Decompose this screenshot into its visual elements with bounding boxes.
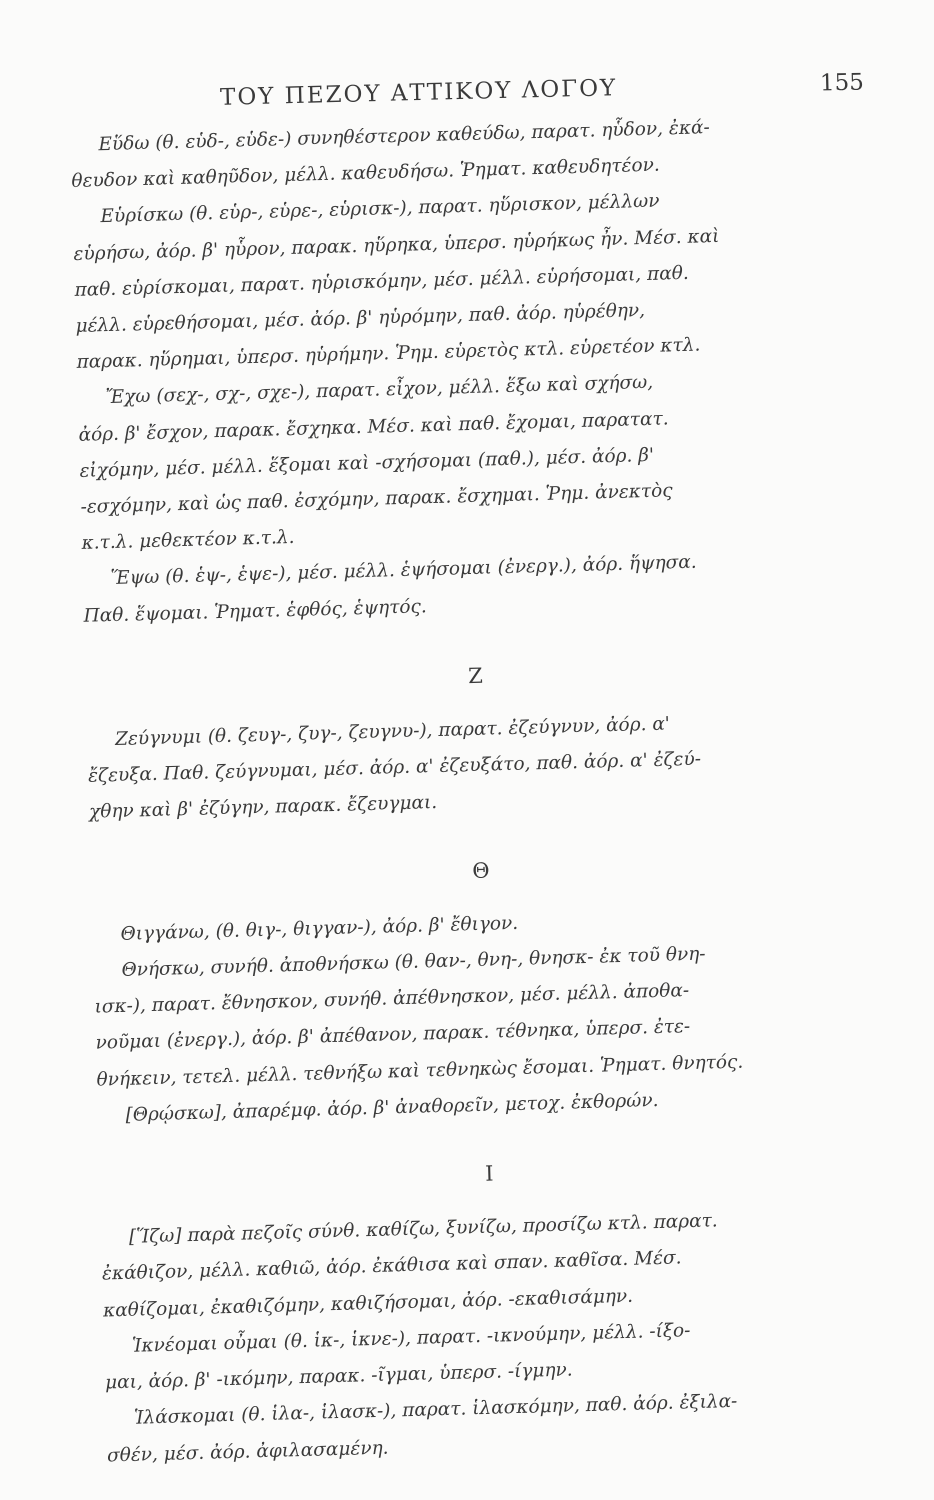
entry-thiggano: Θιγγάνω, (θ. θιγ-, θιγγαν-), ἀόρ. β' ἔθιγον. — [120, 912, 519, 945]
entry-eudo: Εὕδω (θ. εὑδ-, εὑδε-) συνηθέστερον καθεύδω, παρατ. ηὗδον, ἐκά- θευδον καὶ καθηῦδον, μέλλ. καθευδήσω. Ῥηματ. καθευδητέον. — [71, 117, 710, 193]
page-number: 155 — [819, 69, 865, 97]
entry-throsko: [Θρῴσκω], ἀπαρέμφ. ἀόρ. β' ἀναθορεῖν, μετοχ. ἐκθορών. — [125, 1089, 659, 1126]
section-heading-zeta: Ζ — [467, 663, 484, 688]
entry-izo: [Ἵζω] παρὰ πεζοῖς σύνθ. καθίζω, ξυνίζω, προσίζω κτλ. παρατ. ἐκάθιζον, μέλλ. καθιῶ, ἀόρ. ἐκάθισα καὶ σπαν. καθῖσα. Μέσ. καθίζομαι, ἐκαθιζόμην, καθιζήσομαι, ἀόρ. -εκαθισάμην. — [101, 1210, 718, 1322]
section-heading-theta: Θ — [471, 858, 490, 883]
entry-zeugnymi: Ζεύγνυμι (θ. ζευγ-, ζυγ-, ζευγνυ-), παρατ. ἐζεύγνυν, ἀόρ. α' ἔζευξα. Παθ. ζεύγνυμαι, μέσ. ἀόρ. α' ἐζευξάτο, παθ. ἀόρ. α' ἐζεύ- χθην καὶ β' ἐζύγην, παρακ. ἔζευγμαι. — [87, 713, 702, 824]
running-head: ΤΟΥ ΠΕΖΟΥ ΑΤΤΙΚΟΥ ΛΟΓΟΥ — [219, 75, 618, 111]
section-heading-iota: Ι — [484, 1161, 494, 1186]
page-body — [70, 106, 887, 1474]
entry-heurisko: Εὑρίσκω (θ. εὑρ-, εὑρε-, εὑρισκ-), παρατ. ηὕρισκον, μέλλων εὑρήσω, ἀόρ. β' ηὗρον, παρακ. ηὕρηκα, ὑπερσ. ηὑρήκως ἦν. Μέσ. καὶ παθ. εὑρίσκομαι, παρατ. ηὑρισκόμην, μέσ. μέλλ. εὑρήσομαι, παθ. μέλλ. εὑρεθήσομαι, μέσ. ἀόρ. β' ηὑρόμην, παθ. ἀόρ. ηὑρέθην, παρακ. ηὕρημαι, ὑπερσ. ηὑρήμην. Ῥημ. εὑρετὸς κτλ. εὑρετέον κτλ. — [73, 190, 720, 374]
entry-hilaskomai: Ἱλάσκομαι (θ. ἱλα-, ἱλασκ-), παρατ. ἱλασκόμην, παθ. ἀόρ. ἐξιλα- σθέν, μέσ. ἀόρ. ἀφιλασαμένη. — [106, 1391, 738, 1466]
entry-hikneomai: Ἱκνέομαι οὖμαι (θ. ἱκ-, ἱκνε-), παρατ. -ικνούμην, μέλλ. -ίξο- μαι, ἀόρ. β' -ικόμην, παρακ. -ῖγμαι, ὑπερσ. -ίγμην. — [104, 1320, 691, 1394]
entry-echo: Ἔχω (σεχ-, σχ-, σχε-), παρατ. εἶχον, μέλλ. ἕξω καὶ σχήσω, ἀόρ. β' ἔσχον, παρακ. ἔσχηκα. Μέσ. καὶ παθ. ἔχομαι, παρατατ. εἰχόμην, μέσ. μέλλ. ἕξομαι καὶ -σχήσομαι (παθ.), μέσ. ἀόρ. β' -εσχόμην, καὶ ὡς παθ. ἐσχόμην, παρακ. ἔσχημαι. Ῥημ. ἀνεκτὸς κ.τ.λ. μεθεκτέον κ.τ.λ. — [78, 372, 673, 555]
entry-thnesko: Θνήσκω, συνήθ. ἀποθνήσκω (θ. θαν-, θνη-, θνησκ- ἐκ τοῦ θνη- ισκ-), παρατ. ἔθνησκον, συνήθ. ἀπέθνησκον, μέσ. μέλλ. ἀποθα- νοῦμαι (ἐνεργ.), ἀόρ. β' ἀπέθανον, παρακ. τέθνηκα, ὑπερσ. ἐτε- θνήκειν, τετελ. μέλλ. τεθνήξω καὶ τεθνηκὼς ἔσομαι. Ῥηματ. θνητός. — [94, 943, 744, 1091]
page-header — [70, 70, 864, 110]
entry-hepso: Ἕψω (θ. ἑψ-, ἑψε-), μέσ. μέλλ. ἑψήσομαι (ἐνεργ.), ἀόρ. ἥψησα. Παθ. ἕψομαι. Ῥηματ. ἑφθός, ἑψητός. — [83, 552, 697, 627]
